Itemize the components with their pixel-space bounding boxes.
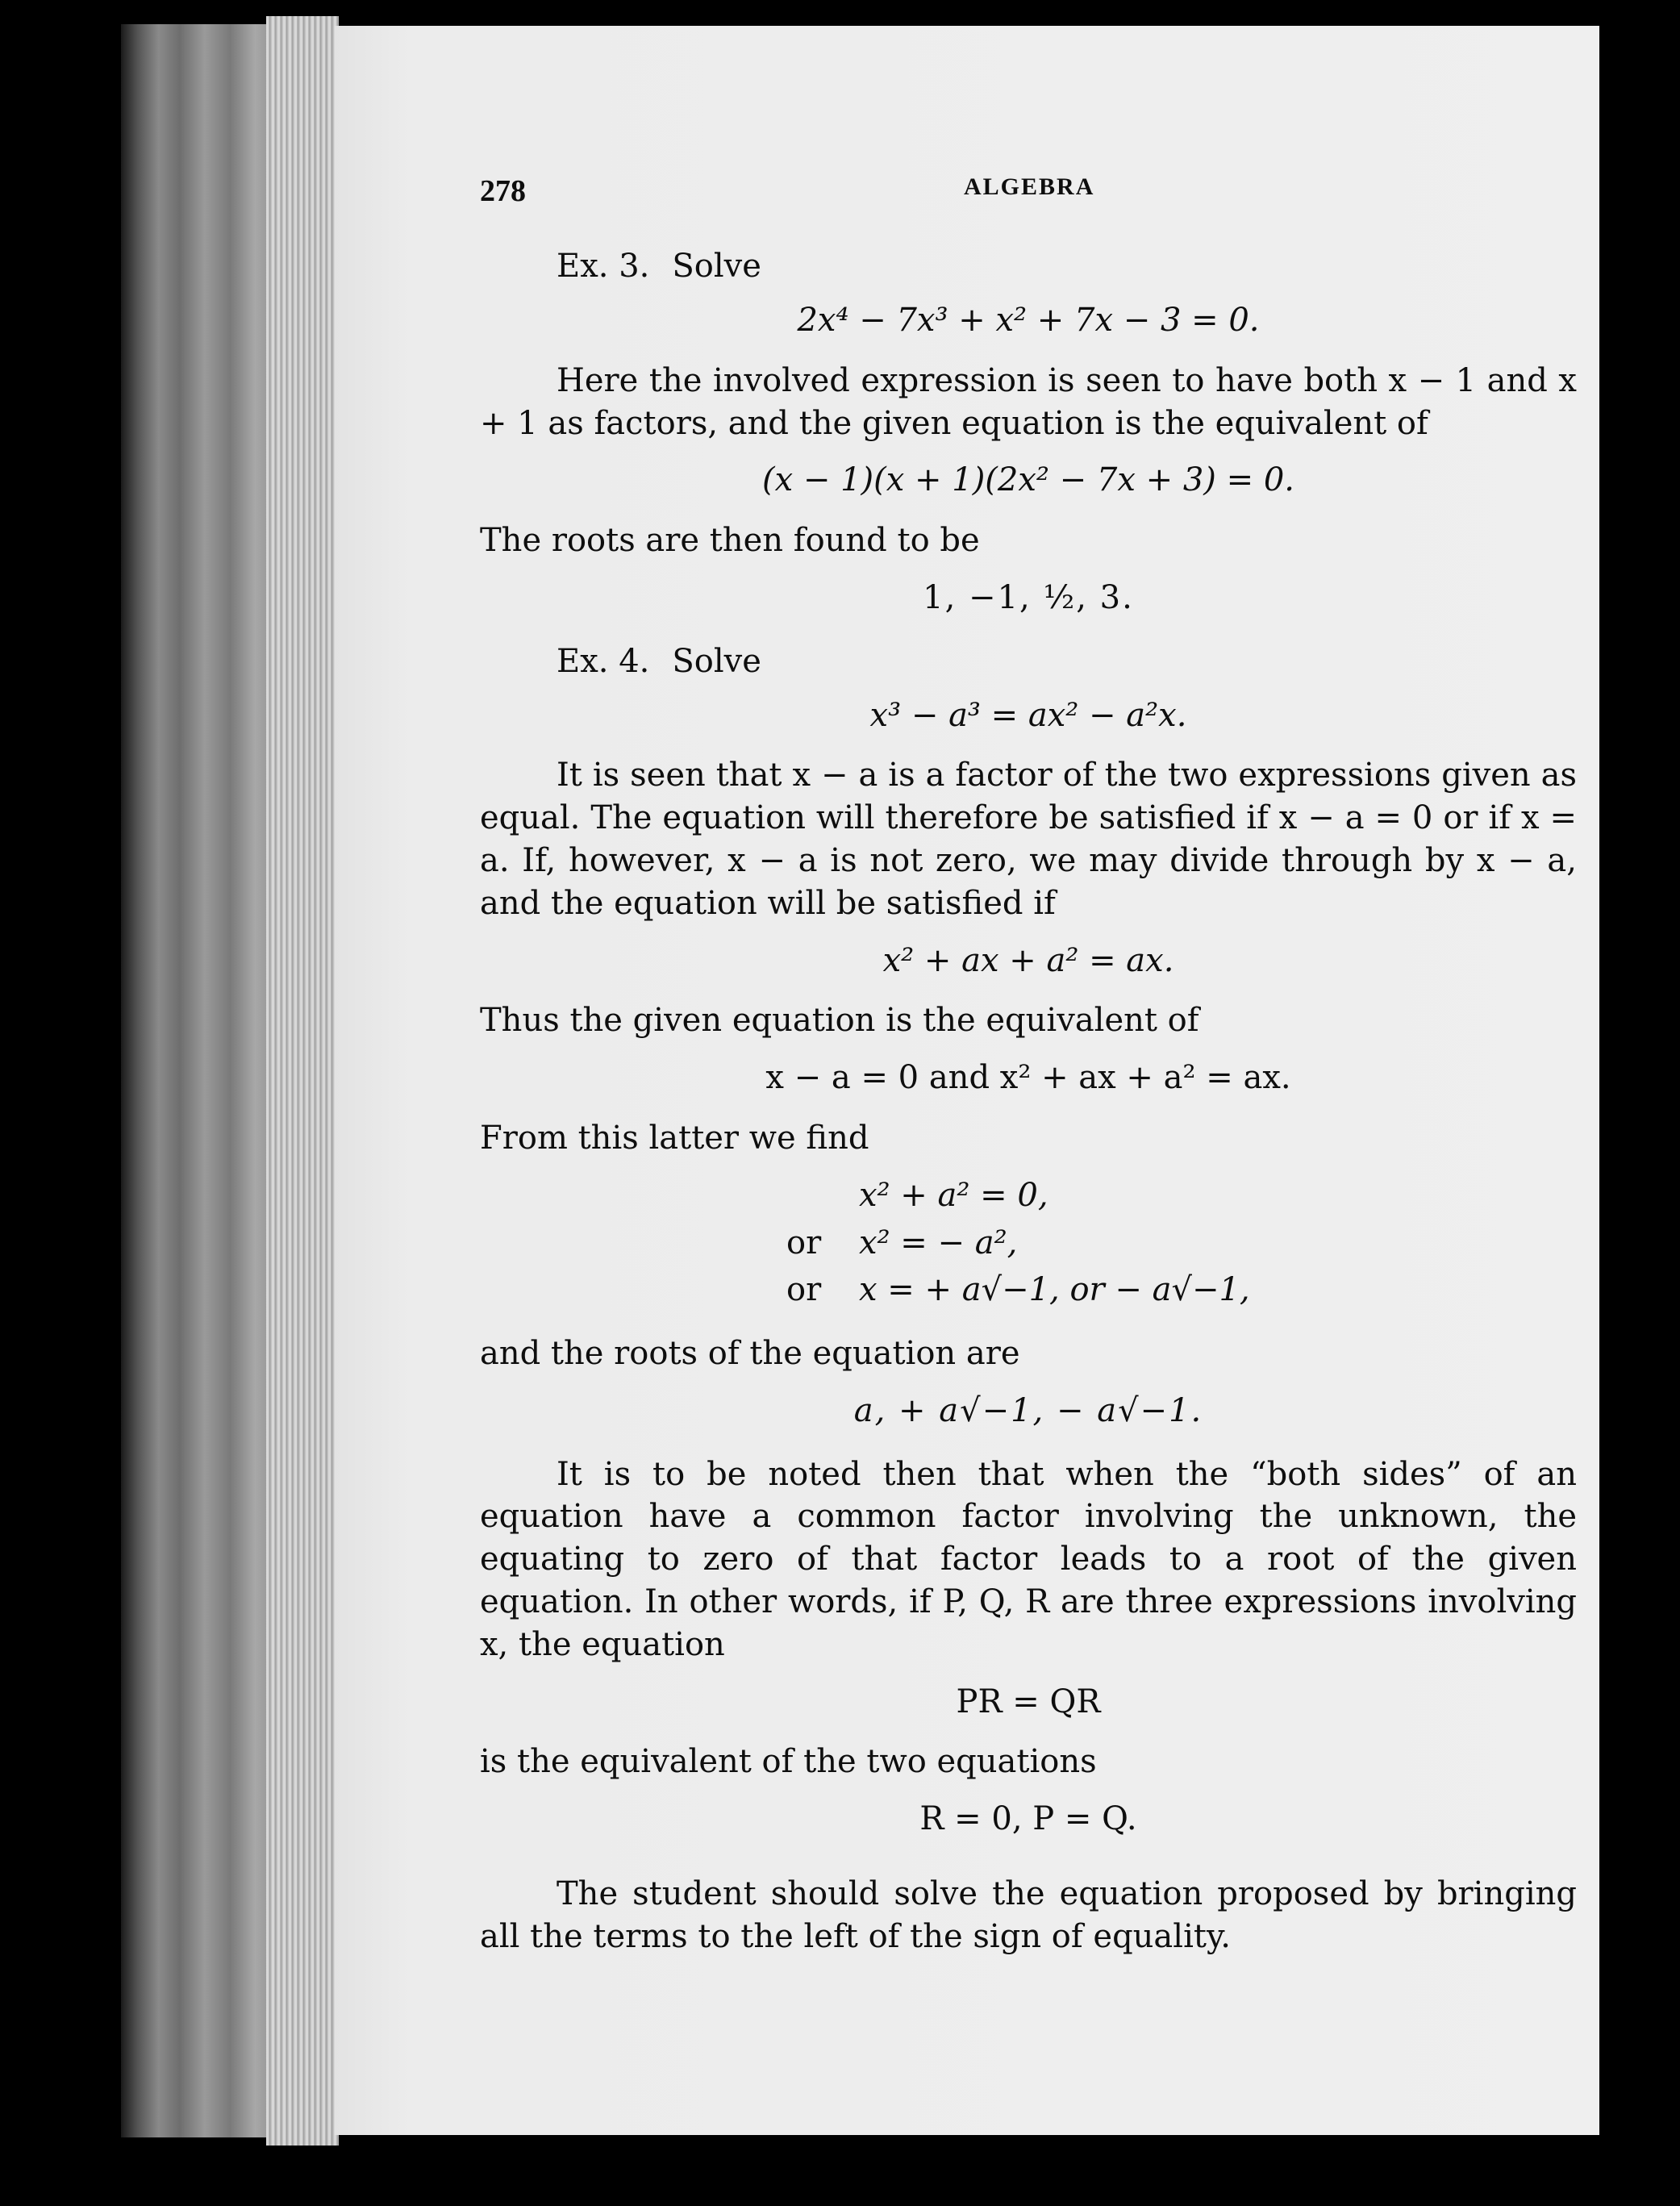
- note-section: [480, 1453, 1577, 1958]
- example-3-label: Ex. 3.: [557, 248, 650, 286]
- example-4-equivalent: x − a = 0 and x² + ax + a² = ax.: [765, 1059, 1291, 1097]
- example-4-roots-intro: and the roots of the equation are: [480, 1335, 1020, 1373]
- note-paragraph-1: It is to be noted then that when the “both sides” of an equation have a common factor involving the unknown, the equating to zero of that factor leads to a root of the given equation. In other words, if P, Q, R are three expressions involving x, the equation: [480, 1455, 1577, 1663]
- example-4-roots: a, + a√−1, − a√−1.: [853, 1391, 1203, 1429]
- note-paragraph-2: is the equivalent of the two equations: [480, 1743, 1097, 1781]
- example-4-reduced-equation: x² + ax + a² = ax.: [882, 941, 1174, 979]
- page-header: [480, 171, 1577, 211]
- example-3-heading: [557, 245, 761, 288]
- example-4-word: Solve: [672, 642, 761, 680]
- example-3-word: Solve: [672, 248, 761, 286]
- derivation-step-3-expr: x = + a√−1, or − a√−1,: [859, 1271, 1250, 1309]
- example-4: [480, 640, 1577, 1432]
- note-equation-2: R = 0, P = Q.: [919, 1800, 1137, 1838]
- running-title: ALGEBRA: [964, 173, 1095, 200]
- example-4-paragraph: It is seen that x − a is a factor of the two expressions given as equal. The equation will therefore be satisfied if x − a = 0 or if x = a. If, however, x − a is not zero, we may divide through by x − a, and the equation will be satisfied if: [480, 757, 1577, 922]
- page-content: [480, 171, 1577, 1973]
- derivation-or-2: or: [786, 1271, 822, 1309]
- derivation-step-2: [480, 1222, 1577, 1265]
- example-3-roots: 1, −1, ½, 3.: [923, 578, 1134, 616]
- note-equation-1: PR = QR: [956, 1683, 1101, 1720]
- example-4-equation: x³ − a³ = ax² − a²x.: [869, 696, 1187, 734]
- note-paragraph-3: The student should solve the equation proposed by bringing all the terms to the left of the sign of equality.: [480, 1875, 1577, 1955]
- derivation-step-2-expr: x² = − a²,: [859, 1224, 1018, 1261]
- example-4-from-latter: From this latter we find: [480, 1119, 869, 1157]
- example-3-factored-equation: (x − 1)(x + 1)(2x² − 7x + 3) = 0.: [761, 461, 1295, 499]
- example-3-equation: 2x⁴ − 7x³ + x² + 7x − 3 = 0.: [797, 301, 1260, 339]
- derivation-step-1: [480, 1174, 1577, 1217]
- page-edges: [266, 16, 339, 2146]
- example-4-thus: Thus the given equation is the equivalent of: [480, 1002, 1199, 1040]
- book-page: [335, 26, 1599, 2135]
- example-3-paragraph: Here the involved expression is seen to have both x − 1 and x + 1 as factors, and the given equation is the equivalent of: [480, 361, 1577, 442]
- example-3: [480, 245, 1577, 619]
- derivation-or-1: or: [786, 1224, 822, 1261]
- example-4-label: Ex. 4.: [557, 642, 650, 680]
- page-number: 278: [480, 174, 526, 208]
- example-3-roots-intro: The roots are then found to be: [480, 522, 980, 560]
- derivation-step-1-expr: x² + a² = 0,: [859, 1176, 1048, 1214]
- example-4-heading: [557, 640, 761, 683]
- derivation-step-3: [480, 1269, 1577, 1312]
